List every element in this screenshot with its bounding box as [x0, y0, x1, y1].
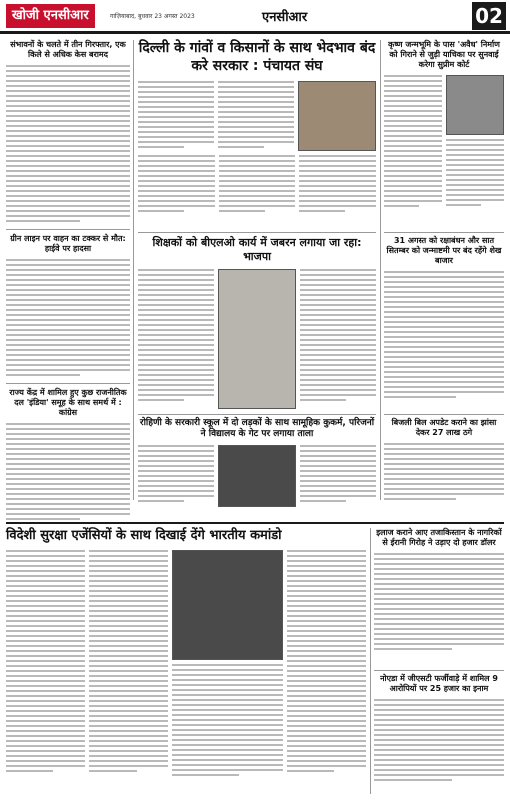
center-story	[138, 236, 376, 412]
bottom-right-story-2	[374, 674, 504, 794]
paper-name: खोजी एनसीआर	[6, 4, 95, 28]
rohini-photo	[218, 445, 296, 507]
divider	[138, 414, 376, 415]
divider	[133, 40, 134, 500]
center-headline: शिक्षकों को बीएलओ कार्य में जबरन लगाया जा रहा: भाजपा	[152, 236, 362, 263]
commando-photo	[172, 550, 283, 660]
col1-low-body	[6, 423, 130, 523]
col1-top-body	[6, 65, 130, 225]
divider	[380, 40, 381, 500]
right-top-body	[384, 75, 442, 215]
bottom-headline: विदेशी सुरक्षा एजेंसियों के साथ दिखाई देंगे भारतीय कमांडो	[6, 528, 282, 543]
divider	[370, 528, 371, 794]
bottom-body-col2	[89, 550, 168, 780]
left-column	[6, 40, 130, 500]
page-number: 02	[472, 2, 506, 30]
bottom-right-headline-2: नोएडा में जीएसटी फर्जीवाड़े में शामिल 9 आरोपियों पर 25 हजार का इनाम	[380, 674, 498, 693]
lead-story	[138, 40, 376, 230]
right-mid-body	[384, 271, 504, 401]
bottom-right-body-1	[374, 553, 504, 653]
center-body	[138, 269, 214, 409]
right-low-headline: बिजली बिल अपडेट कराने का झांसा देकर 27 लाख ठगे	[391, 418, 497, 437]
divider	[138, 232, 376, 233]
bottom-right-body-2	[374, 699, 504, 785]
bottom-body-col4	[287, 550, 366, 780]
col1-low-headline: राज्य केंद्र में शामिल हुए कुछ राजनीतिक दल 'इंडिया' समूह के साथ समर्थ में : कांग्रेस	[9, 388, 127, 417]
dateline: गाज़ियाबाद, बुधवार 23 अगस्त 2023	[110, 13, 195, 20]
masthead-bar	[0, 0, 510, 34]
right-top-headline: कृष्ण जन्मभूमि के पास 'अवैध' निर्माण को गिराने से जुड़ी याचिका पर सुनवाई करेगा सुप्रीम कोर्ट	[388, 40, 500, 69]
rohini-story	[138, 418, 376, 518]
rohini-headline: रोहिणी के सरकारी स्कूल में दो लड़कों के साथ सामूहिक कुकर्म, परिजनों ने विद्यालय के गेट पर लगाया ताला	[139, 418, 375, 440]
bottom-right-headline-1: इलाज कराने आए तजाकिस्तान के नागरिकों से ईरानी गिरोह ने उड़ाए दो हजार डॉलर	[376, 528, 502, 547]
section-divider	[6, 522, 504, 524]
lead-headline: दिल्ली के गांवों व किसानों के साथ भेदभाव बंद करे सरकार : पंचायत संघ	[138, 40, 376, 74]
right-mid-headline: 31 अगस्त को रक्षाबंधन और सात सितम्बर को जन्माष्टमी पर बंद रहेंगे शेख बाजार	[386, 236, 502, 265]
right-top-story	[384, 40, 504, 228]
bottom-right-story-1	[374, 528, 504, 668]
lead-body-col2	[218, 81, 294, 151]
col1-top-headline: संभावनों के चलते में तीन गिरफ्तार, एक किले से अधिक केस बरामद	[10, 40, 126, 59]
rohini-body	[138, 445, 214, 507]
right-top-photo	[446, 75, 504, 135]
section-title: एनसीआर	[262, 10, 308, 25]
col1-mid-headline: ग्रीन लाइन पर वाहन का टक्कर से मौत: हाईवे पर हादसा	[10, 234, 126, 253]
right-mid-story	[384, 236, 504, 412]
lead-body-col1	[138, 81, 214, 151]
bottom-story	[6, 528, 366, 794]
col1-mid-body	[6, 259, 130, 379]
divider	[384, 232, 504, 233]
bottom-body-col1	[6, 550, 85, 780]
divider	[384, 414, 504, 415]
politician-photo	[218, 269, 296, 409]
lead-photo	[298, 81, 376, 151]
right-low-story	[384, 418, 504, 518]
right-low-body	[384, 443, 504, 503]
divider	[374, 670, 504, 671]
